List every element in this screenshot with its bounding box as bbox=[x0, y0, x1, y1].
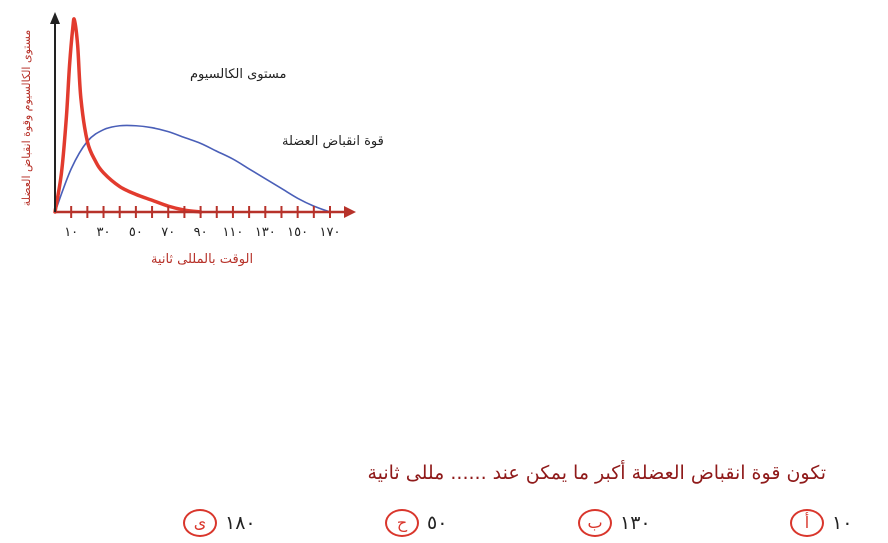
x-axis-label: الوقت بالمللى ثانية bbox=[150, 252, 254, 267]
option-d-letter: ى bbox=[183, 509, 217, 537]
x-tick-label: ٧٠ bbox=[161, 225, 176, 240]
option-c-letter: ح bbox=[385, 509, 419, 537]
y-axis-arrowhead bbox=[50, 12, 60, 24]
x-tick-label: ١٥٠ bbox=[287, 225, 309, 240]
option-b[interactable] bbox=[578, 508, 651, 538]
calcium-series-line bbox=[55, 19, 201, 212]
chart-curves bbox=[55, 19, 330, 212]
x-axis-arrowhead bbox=[344, 206, 356, 218]
contraction-curve-label: قوة انقباض العضلة bbox=[282, 134, 384, 149]
option-a-letter: أ bbox=[790, 509, 824, 537]
x-tick-label: ١١٠ bbox=[222, 225, 244, 240]
calcium-contraction-chart bbox=[0, 0, 420, 280]
option-c-value: ٥٠ bbox=[427, 512, 448, 534]
option-b-letter: ب bbox=[578, 509, 612, 537]
y-axis-label: مستوى الكالسيوم وقوة انقباض العضلة bbox=[20, 29, 33, 207]
x-tick-label: ٣٠ bbox=[96, 225, 111, 240]
x-tick-label: ١٠ bbox=[64, 225, 79, 240]
option-a[interactable] bbox=[790, 508, 852, 538]
question-text: تكون قوة انقباض العضلة أكبر ما يمكن عند ...... مللى ثانية bbox=[367, 462, 826, 484]
x-tick-label: ٩٠ bbox=[193, 225, 208, 240]
x-tick-label: ٥٠ bbox=[128, 225, 143, 240]
x-tick-label: ١٣٠ bbox=[254, 225, 276, 240]
x-tick-label: ١٧٠ bbox=[319, 225, 341, 240]
option-b-value: ١٣٠ bbox=[620, 512, 651, 534]
answer-options bbox=[0, 508, 888, 540]
calcium-curve-label: مستوى الكالسيوم bbox=[190, 67, 287, 82]
chart-axes bbox=[50, 12, 356, 218]
option-d-value: ١٨٠ bbox=[225, 512, 256, 534]
option-a-value: ١٠ bbox=[832, 512, 853, 534]
option-c[interactable] bbox=[385, 508, 447, 538]
option-d[interactable] bbox=[183, 508, 256, 538]
